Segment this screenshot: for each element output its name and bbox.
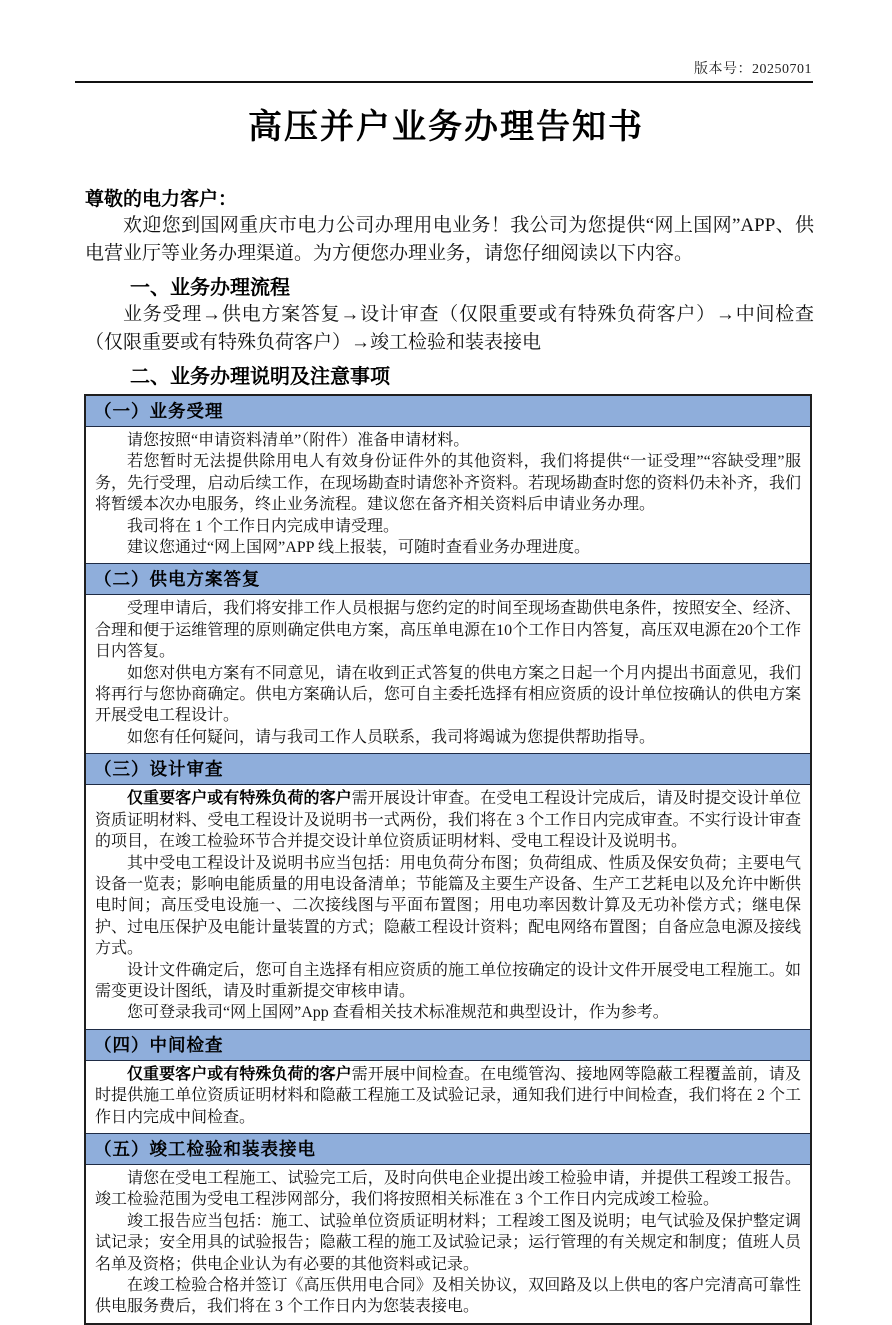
header-rule	[75, 81, 813, 83]
section-header: （二）供电方案答复	[86, 563, 810, 595]
section-business-acceptance	[86, 396, 810, 563]
section-paragraph: 建议您通过“网上国网”APP 线上报装，可随时查看业务办理进度。	[127, 539, 590, 557]
salutation: 尊敬的电力客户：	[85, 189, 238, 210]
section-paragraph: 请您在受电工程施工、试验完工后，及时向供电企业提出竣工检验申请，并提供工程竣工报告。竣工检验范围为受电工程涉网部分，我们将按照相关标准在 3 个工作日内完成竣工检验。	[95, 1169, 801, 1209]
section-body	[86, 785, 810, 1028]
section-paragraph: 设计文件确定后，您可自主选择有相应资质的施工单位按确定的设计文件开展受电工程施工。如需变更设计图纸，请及时重新提交审核申请。	[95, 961, 801, 1000]
lead-rest-text: 需开展设计审查。在受电工程设计完成后，请及时提交设计单位资质证明材料、受电工程设计及说明书一式两份，我们将在 3 个工作日内完成审查。不实行设计审查的项目，在竣工检验环节合并提交设计单位资质证明材料、受电工程设计及说明书。	[95, 790, 801, 851]
section-paragraph: 我司将在 1 个工作日内完成申请受理。	[127, 517, 400, 535]
section-body	[86, 1061, 810, 1133]
section-intermediate-inspection	[86, 1029, 810, 1133]
version-number: 版本号：20250701	[694, 62, 812, 77]
section-paragraph: 竣工报告应当包括：施工、试验单位资质证明材料；工程竣工图及说明；电气试验及保护整定调试记录；安全用具的试验报告；隐蔽工程的施工及试验记录；运行管理的有关规定和制度；值班人员名单及资格；供电企业认为有必要的其他资料或记录。	[95, 1212, 801, 1273]
section-paragraph: 您可登录我司“网上国网”App 查看相关技术标准规范和典型设计，作为参考。	[127, 1004, 669, 1022]
process-flow: 业务受理→供电方案答复→设计审查（仅限重要或有特殊负荷客户）→中间检查（仅限重要或有特殊负荷客户）→竣工检验和装表接电	[85, 304, 814, 353]
section-completion-inspection	[86, 1133, 810, 1323]
section-paragraph: 如您对供电方案有不同意见，请在收到正式答复的供电方案之日起一个月内提出书面意见，我们将再行与您协商确定。供电方案确认后，您可自主委托选择有相应资质的设计单位按确认的供电方案开展受电工程设计。	[95, 664, 801, 725]
section-body	[86, 427, 810, 563]
lead-bold-text: 仅重要客户或有特殊负荷的客户	[127, 790, 352, 808]
section-body	[86, 595, 810, 753]
notes-heading: 二、业务办理说明及注意事项	[130, 366, 390, 388]
section-supply-plan-reply	[86, 563, 810, 753]
intro-paragraph: 欢迎您到国网重庆市电力公司办理用电业务！我公司为您提供“网上国网”APP、供电营业厅等业务办理渠道。为方便您办理业务，请您仔细阅读以下内容。	[85, 215, 814, 264]
section-header: （四）中间检查	[86, 1029, 810, 1061]
section-body	[86, 1165, 810, 1323]
section-paragraph: 受理申请后，我们将安排工作人员根据与您约定的时间至现场查勘供电条件，按照安全、经济、合理和便于运维管理的原则确定供电方案，高压单电源在10个工作日内答复，高压双电源在20个工作日内答复。	[95, 600, 801, 661]
section-header: （一）业务受理	[86, 396, 810, 427]
page-title: 高压并户业务办理告知书	[248, 108, 644, 146]
section-paragraph: 在竣工检验合格并签订《高压供用电合同》及相关协议，双回路及以上供电的客户完清高可靠性供电服务费后，我们将在 3 个工作日内为您装表接电。	[95, 1277, 801, 1316]
section-header: （五）竣工检验和装表接电	[86, 1133, 810, 1165]
notice-table	[84, 394, 812, 1325]
section-paragraph: 其中受电工程设计及说明书应当包括：用电负荷分布图；负荷组成、性质及保安负荷；主要电气设备一览表；影响电能质量的用电设备清单；节能篇及主要生产设备、生产工艺耗电以及允许中断供电时间；高压受电设施一、二次接线图与平面布置图；用电功率因数计算及无功补偿方式；继电保护、过电压保护及电能计量装置的方式；隐蔽工程设计资料；配电网络布置图；自备应急电源及接线方式。	[95, 854, 801, 958]
section-paragraph: 请您按照“申请资料清单”（附件）准备申请材料。	[127, 432, 470, 449]
process-heading: 一、业务办理流程	[130, 277, 290, 299]
lead-rest-text: 需开展中间检查。在电缆管沟、接地网等隐蔽工程覆盖前，请及时提供施工单位资质证明材料和隐蔽工程施工及试验记录，通知我们进行中间检查，我们将在 2 个工作日内完成中间检查。	[95, 1065, 801, 1126]
section-paragraph	[95, 1064, 801, 1128]
section-paragraph: 如您有任何疑问，请与我司工作人员联系，我司将竭诚为您提供帮助指导。	[127, 728, 656, 746]
lead-bold-text: 仅重要客户或有特殊负荷的客户	[127, 1065, 352, 1083]
section-paragraph	[95, 788, 801, 852]
section-paragraph: 若您暂时无法提供除用电人有效身份证件外的其他资料，我们将提供“一证受理”“容缺受理”服务，先行受理，启动后续工作，在现场勘查时请您补齐资料。若现场勘查时您的资料仍未补齐，我们将暂缓本次办电服务，终止业务流程。建议您在备齐相关资料后申请业务办理。	[95, 453, 801, 514]
section-design-review	[86, 753, 810, 1028]
section-header: （三）设计审查	[86, 753, 810, 785]
